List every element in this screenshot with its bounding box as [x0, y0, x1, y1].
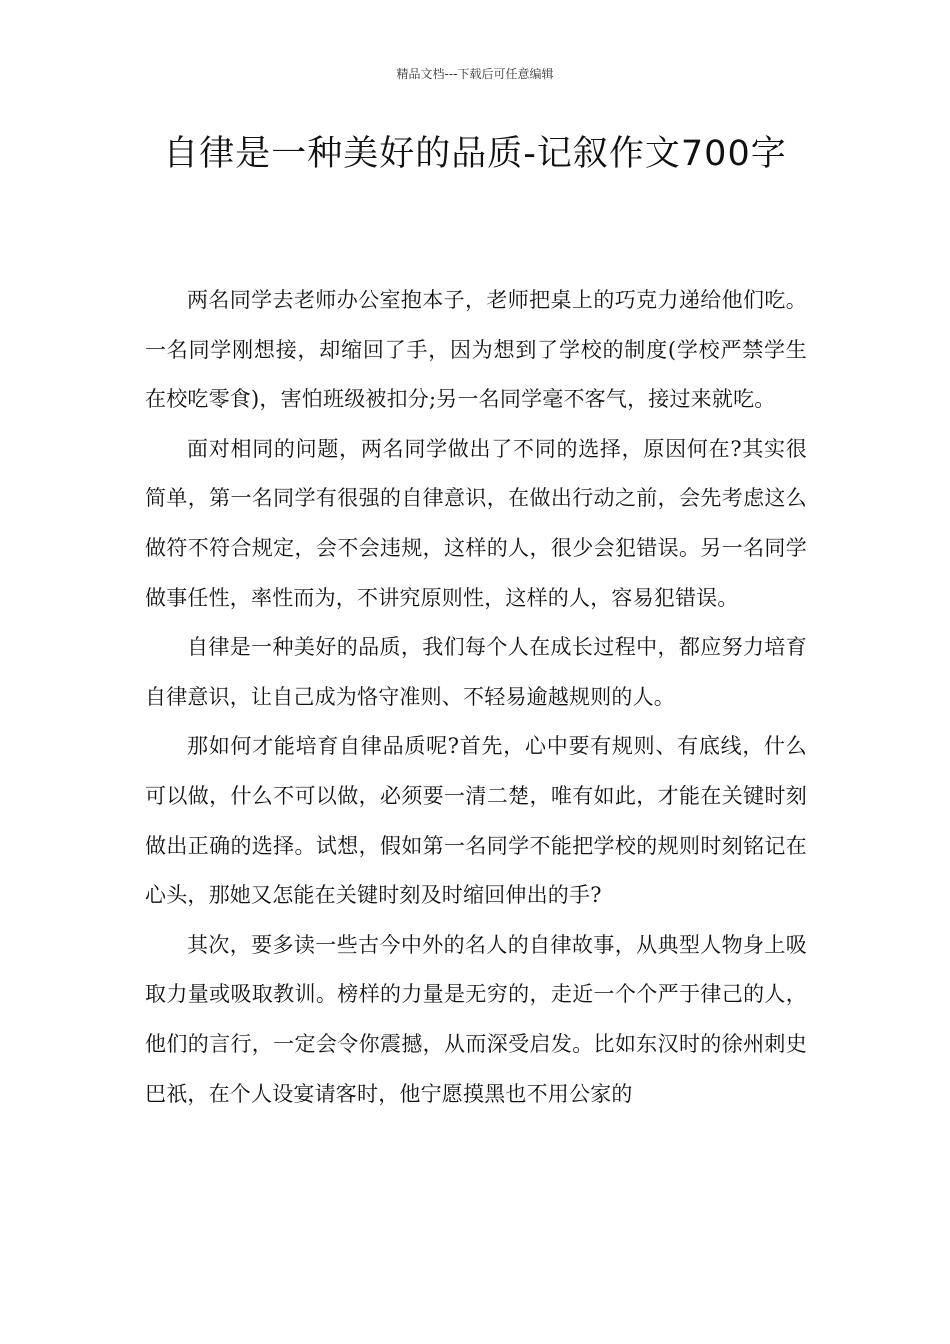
paragraph: 两名同学去老师办公室抱本子，老师把桌上的巧克力递给他们吃。一名同学刚想接，却缩回了手，因为想到了学校的制度(学校严禁学生在校吃零食)，害怕班级被扣分;另一名同学毫不客气，接过来就吃。 [145, 288, 807, 412]
paragraph: 那如何才能培育自律品质呢?首先，心中要有规则、有底线，什么可以做，什么不可以做，必须要一清二楚，唯有如此，才能在关键时刻做出正确的选择。试想，假如第一名同学不能把学校的规则时刻铭记在心头，那她又怎能在关键时刻及时缩回伸出的手? [145, 734, 807, 908]
paragraph: 面对相同的问题，两名同学做出了不同的选择，原因何在?其实很简单，第一名同学有很强的自律意识，在做出行动之前，会先考虑这么做符不符合规定，会不会违规，这样的人，很少会犯错误。另一名同学做事任性，率性而为，不讲究原则性，这样的人，容易犯错误。 [145, 436, 807, 610]
paragraph: 自律是一种美好的品质，我们每个人在成长过程中，都应努力培育自律意识，让自己成为恪守准则、不轻易逾越规则的人。 [145, 635, 807, 709]
header-note: 精品文档---下载后可任意编辑 [396, 67, 554, 81]
document-title: 自律是一种美好的品质-记叙作文700字 [163, 134, 787, 174]
paragraph: 其次，要多读一些古今中外的名人的自律故事，从典型人物身上吸取力量或吸取教训。榜样的力量是无穷的，走近一个个严于律己的人，他们的言行，一定会令你震撼，从而深受启发。比如东汉时的徐州刺史巴祇，在个人设宴请客时，他宁愿摸黑也不用公家的 [145, 932, 807, 1106]
document-body [145, 276, 807, 1119]
